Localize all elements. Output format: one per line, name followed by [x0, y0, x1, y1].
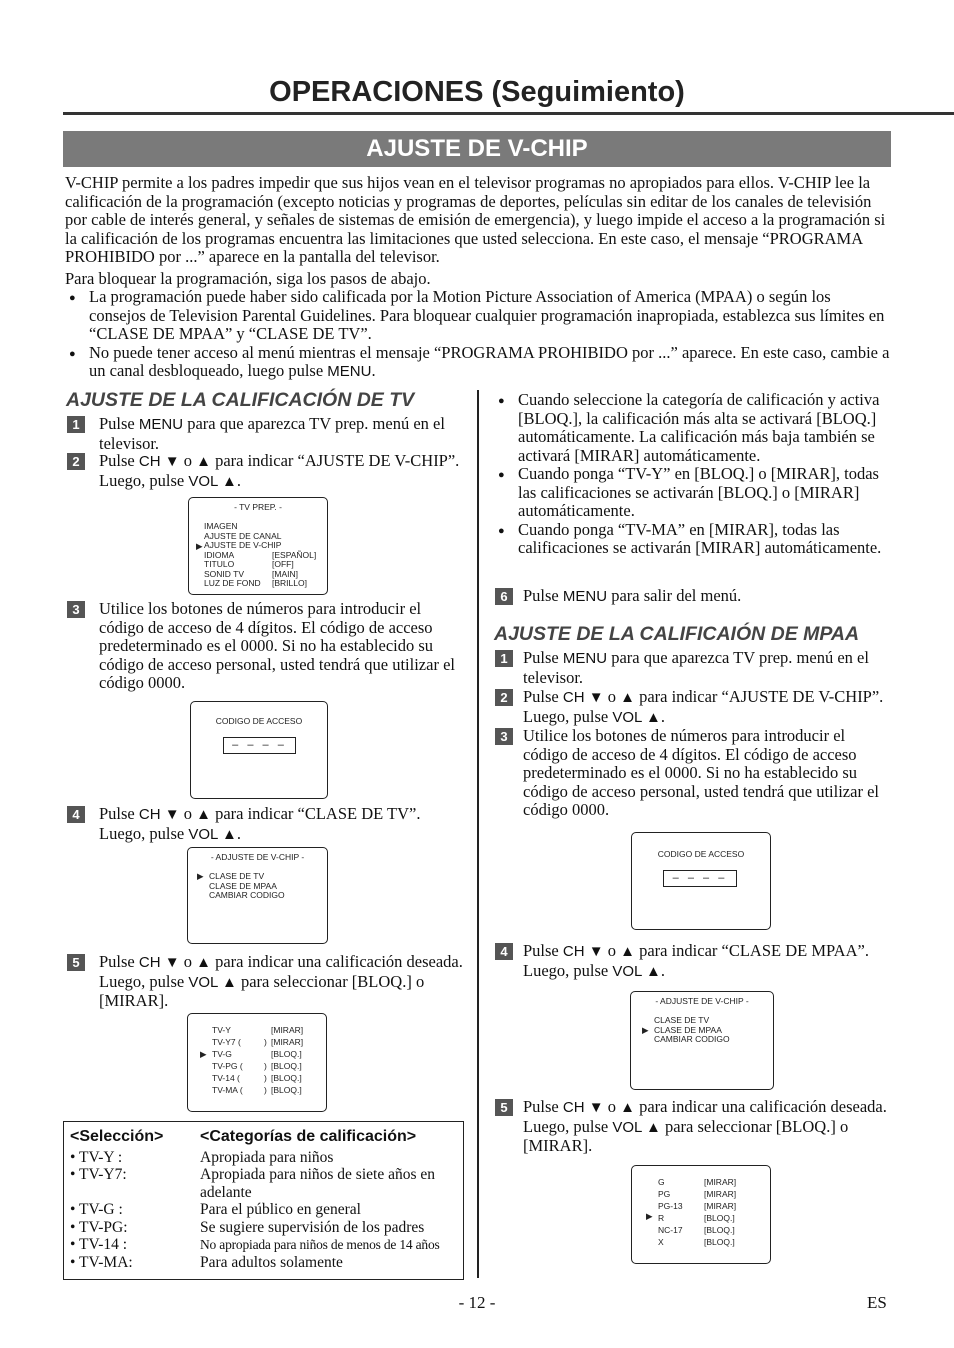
- menu-key: MENU: [562, 650, 608, 667]
- access-code-screen: [190, 701, 328, 799]
- table-row: • TV-14 : No apropiada para niños de menos de 14 años: [70, 1236, 440, 1253]
- vol-up-key: VOL ▲: [188, 825, 237, 843]
- screen-title: - TV PREP. -: [234, 502, 282, 512]
- step-number: 4: [67, 806, 85, 823]
- title-rule: [63, 112, 954, 115]
- tv-step-6: 6 Pulse MENU para salir del menú.: [495, 587, 891, 607]
- mpaa-step-4: 4 Pulse CH ▼ o ▲ para indicar “CLASE DE MPAA”. Luego, pulse VOL ▲.: [495, 942, 891, 981]
- up-key: ▲: [620, 943, 635, 960]
- up-key: ▲: [196, 954, 211, 971]
- access-code-field: – – – –: [663, 870, 737, 887]
- ch-down-key: CH ▼: [562, 1099, 604, 1116]
- column-divider: [477, 390, 479, 1278]
- section-banner: AJUSTE DE V-CHIP: [63, 131, 891, 167]
- mpaa-step-2: 2 Pulse CH ▼ o ▲ para indicar “AJUSTE DE V-CHIP”. Luego, pulse VOL ▲.: [495, 688, 891, 727]
- step-number: 4: [495, 943, 513, 960]
- step-number: 6: [495, 588, 513, 605]
- screen-title: CODIGO DE ACCESO: [657, 849, 745, 859]
- rating-row: TV-14 ( ) [BLOQ.]: [212, 1073, 302, 1083]
- ch-down-key: CH ▼: [562, 943, 604, 960]
- ch-down-key: CH ▼: [138, 954, 180, 971]
- table-header-categories: <Categorías de calificación>: [200, 1128, 417, 1145]
- rating-row: TV-MA ( ) [BLOQ.]: [212, 1085, 302, 1095]
- mpaa-step-3: 3 Utilice los botones de números para introducir el código de acceso de 4 dígitos. El código de acceso predeterminado es el 0000. Si no ha establecido su código de acceso personal, usted tendrá que utilizar el código 0000.: [495, 727, 891, 820]
- rating-row: NC-17 [BLOQ.]: [658, 1225, 735, 1235]
- access-code-field: – – – –: [223, 737, 296, 754]
- mpaa-step-1: 1 Pulse MENU para que aparezca TV prep. menú en el televisor.: [495, 649, 891, 687]
- menu-cursor: ▶: [197, 871, 204, 881]
- rating-row: X [BLOQ.]: [658, 1237, 735, 1247]
- rating-row: TV-PG ( ) [BLOQ.]: [212, 1061, 302, 1071]
- up-key: ▲: [196, 453, 211, 470]
- rating-categories-table: [63, 1121, 464, 1280]
- rating-row: TV-G [BLOQ.]: [212, 1049, 302, 1059]
- table-row: • TV-PG: Se sugiere supervisión de los padres: [70, 1218, 425, 1236]
- up-key: ▲: [196, 806, 211, 823]
- bullet-highest-rating: ● Cuando seleccione la categoría de calificación y activa [BLOQ.], la calificación más alta se activará [BLOQ.] automáticamente. La calificación más baja también se activará [MIRAR] automáticamente.: [494, 391, 891, 465]
- page-title: OPERACIONES (Seguimiento): [269, 76, 685, 108]
- tv-step-2: 2 Pulse CH ▼ o ▲ para indicar “AJUSTE DE V-CHIP”. Luego, pulse VOL ▲.: [67, 452, 467, 491]
- bullet-tv-y: ● Cuando ponga “TV-Y” en [BLOQ.] o [MIRAR], todas las calificaciones se activarán [BLOQ.] o [MIRAR] automáticamente.: [494, 465, 891, 521]
- screen-title: - ADJUSTE DE V-CHIP -: [210, 852, 305, 862]
- rating-row: PG-13 [MIRAR]: [658, 1201, 737, 1211]
- access-code-screen-mpaa: [631, 832, 771, 930]
- tv-step-3: 3 Utilice los botones de números para introducir el código de acceso de 4 dígitos. El código de acceso predeterminado es el 0000. Si no ha establecido su código de acceso personal, usted tendrá que utilizar el código 0000.: [67, 600, 467, 693]
- vchip-menu-screen: [187, 847, 328, 944]
- bullet-tv-ma: ● Cuando ponga “TV-MA” en [MIRAR], todas las calificaciones se activarán [MIRAR] automáticamente.: [494, 521, 891, 558]
- rating-row: G [MIRAR]: [658, 1177, 737, 1187]
- ch-down-key: CH ▼: [138, 453, 180, 470]
- vchip-menu-screen-mpaa: [630, 991, 774, 1090]
- vol-up-key: VOL ▲: [612, 708, 661, 726]
- step-number: 3: [67, 601, 85, 618]
- step-number: 1: [495, 650, 513, 667]
- tv-step-1: 1 Pulse MENU para que aparezca TV prep. menú en el televisor.: [67, 415, 467, 453]
- rating-cursor: ▶: [200, 1049, 207, 1059]
- page-number: - 12 -: [458, 1293, 496, 1312]
- menu-items: IMAGEN AJUSTE DE CANAL AJUSTE DE V-CHIP IDIOMA TITULO SONID TV LUZ DE FOND: [204, 521, 282, 588]
- step-number: 1: [67, 416, 85, 433]
- intro-bullet-mpaa: ● La programación puede haber sido calificada por la Motion Picture Association of America (MPAA) o según los consejos de Television Parental Guidelines. Para bloquear cualquier programación inapropiada, establezca sus límites en “CLASE DE MPAA” y “CLASE DE TV”.: [65, 288, 891, 344]
- mpaa-step-5: 5 Pulse CH ▼ o ▲ para indicar una calificación deseada. Luego, pulse VOL ▲ para seleccionar [BLOQ.] o [MIRAR].: [495, 1098, 891, 1156]
- screen-title: CODIGO DE ACCESO: [215, 716, 303, 726]
- vol-up-key: VOL ▲: [188, 472, 237, 490]
- tv-ratings-screen: [187, 1013, 327, 1112]
- vol-up-key: VOL ▲: [612, 962, 661, 980]
- intro-steps-note: Para bloquear la programación, siga los pasos de abajo.: [65, 269, 431, 288]
- intro-bullets: [65, 288, 891, 382]
- menu-cursor: ▶: [196, 541, 203, 551]
- step-number: 2: [67, 453, 85, 470]
- right-bullets: [494, 391, 891, 558]
- mpaa-ratings-screen: [631, 1165, 771, 1264]
- step-number: 5: [495, 1099, 513, 1116]
- menu-key: MENU: [327, 363, 372, 380]
- ch-down-key: CH ▼: [138, 806, 180, 823]
- menu-values: [ESPAÑOL] [OFF] [MAIN] [BRILLO]: [272, 549, 317, 588]
- menu-items: CLASE DE TV CLASE DE MPAA CAMBIAR CODIGO: [654, 1015, 730, 1044]
- tv-step-4: 4 Pulse CH ▼ o ▲ para indicar “CLASE DE TV”. Luego, pulse VOL ▲.: [67, 805, 467, 844]
- rating-list: [658, 1178, 768, 1250]
- rating-row: R [BLOQ.]: [658, 1213, 735, 1223]
- vol-up-key: VOL ▲: [612, 1118, 661, 1136]
- table-header-selection: <Selección>: [70, 1128, 164, 1145]
- mpaa-rating-heading: AJUSTE DE LA CALIFICAIÓN DE MPAA: [494, 623, 860, 645]
- table-row: • TV-Y : Apropiada para niños: [70, 1148, 334, 1166]
- ch-down-key: CH ▼: [562, 689, 604, 706]
- menu-key: MENU: [562, 588, 608, 605]
- step-number: 2: [495, 689, 513, 706]
- rating-row: PG [MIRAR]: [658, 1189, 737, 1199]
- tv-rating-heading: AJUSTE DE LA CALIFICACIÓN DE TV: [66, 389, 415, 411]
- menu-items: CLASE DE TV CLASE DE MPAA CAMBIAR CODIGO: [209, 871, 285, 900]
- tv-step-5: 5 Pulse CH ▼ o ▲ para indicar una calificación deseada. Luego, pulse VOL ▲ para seleccionar [BLOQ.] o [MIRAR].: [67, 953, 467, 1011]
- step-number: 5: [67, 954, 85, 971]
- screen-title: - ADJUSTE DE V-CHIP -: [655, 996, 749, 1006]
- menu-key: MENU: [138, 416, 184, 433]
- language-code: ES: [867, 1293, 887, 1312]
- rating-row: TV-Y [MIRAR]: [212, 1025, 304, 1035]
- step-number: 3: [495, 728, 513, 745]
- table-row: • TV-G : Para el público en general: [70, 1201, 361, 1218]
- tv-prep-menu-screen: [188, 497, 328, 595]
- up-key: ▲: [620, 689, 635, 706]
- vol-up-key: VOL ▲: [188, 973, 237, 991]
- table-row: • TV-MA: Para adultos solamente: [70, 1253, 343, 1271]
- rating-list: [212, 1026, 322, 1098]
- table-row: • TV-Y7: Apropiada para niños de siete años en adelante: [70, 1166, 436, 1201]
- rating-row: TV-Y7 ( ) [MIRAR]: [212, 1037, 304, 1047]
- intro-paragraph: V-CHIP permite a los padres impedir que sus hijos vean en el televisor programas no apropiados para ellos. V-CHIP lee la calificación de la programación (excepto noticias y programas de deportes, películas sin editar de los canales de televisión por cable de interés general, y señales de sistemas de emisión de emergencia), y luego impide el acceso a la programación si la calificación de los programas encuentra las limitaciones que usted selecciona. En este caso, el mensaje “PROGRAMA PROHIBIDO por ...” aparece en la pantalla del televisor.: [65, 173, 886, 266]
- intro-bullet-menu: ● No puede tener acceso al menú mientras el mensaje “PROGRAMA PROHIBIDO por ...” aparece. En este caso, cambie a un canal desbloqueado, luego pulse MENU.: [65, 344, 891, 382]
- up-key: ▲: [620, 1099, 635, 1116]
- rating-cursor: ▶: [646, 1211, 653, 1221]
- menu-cursor: ▶: [642, 1025, 649, 1035]
